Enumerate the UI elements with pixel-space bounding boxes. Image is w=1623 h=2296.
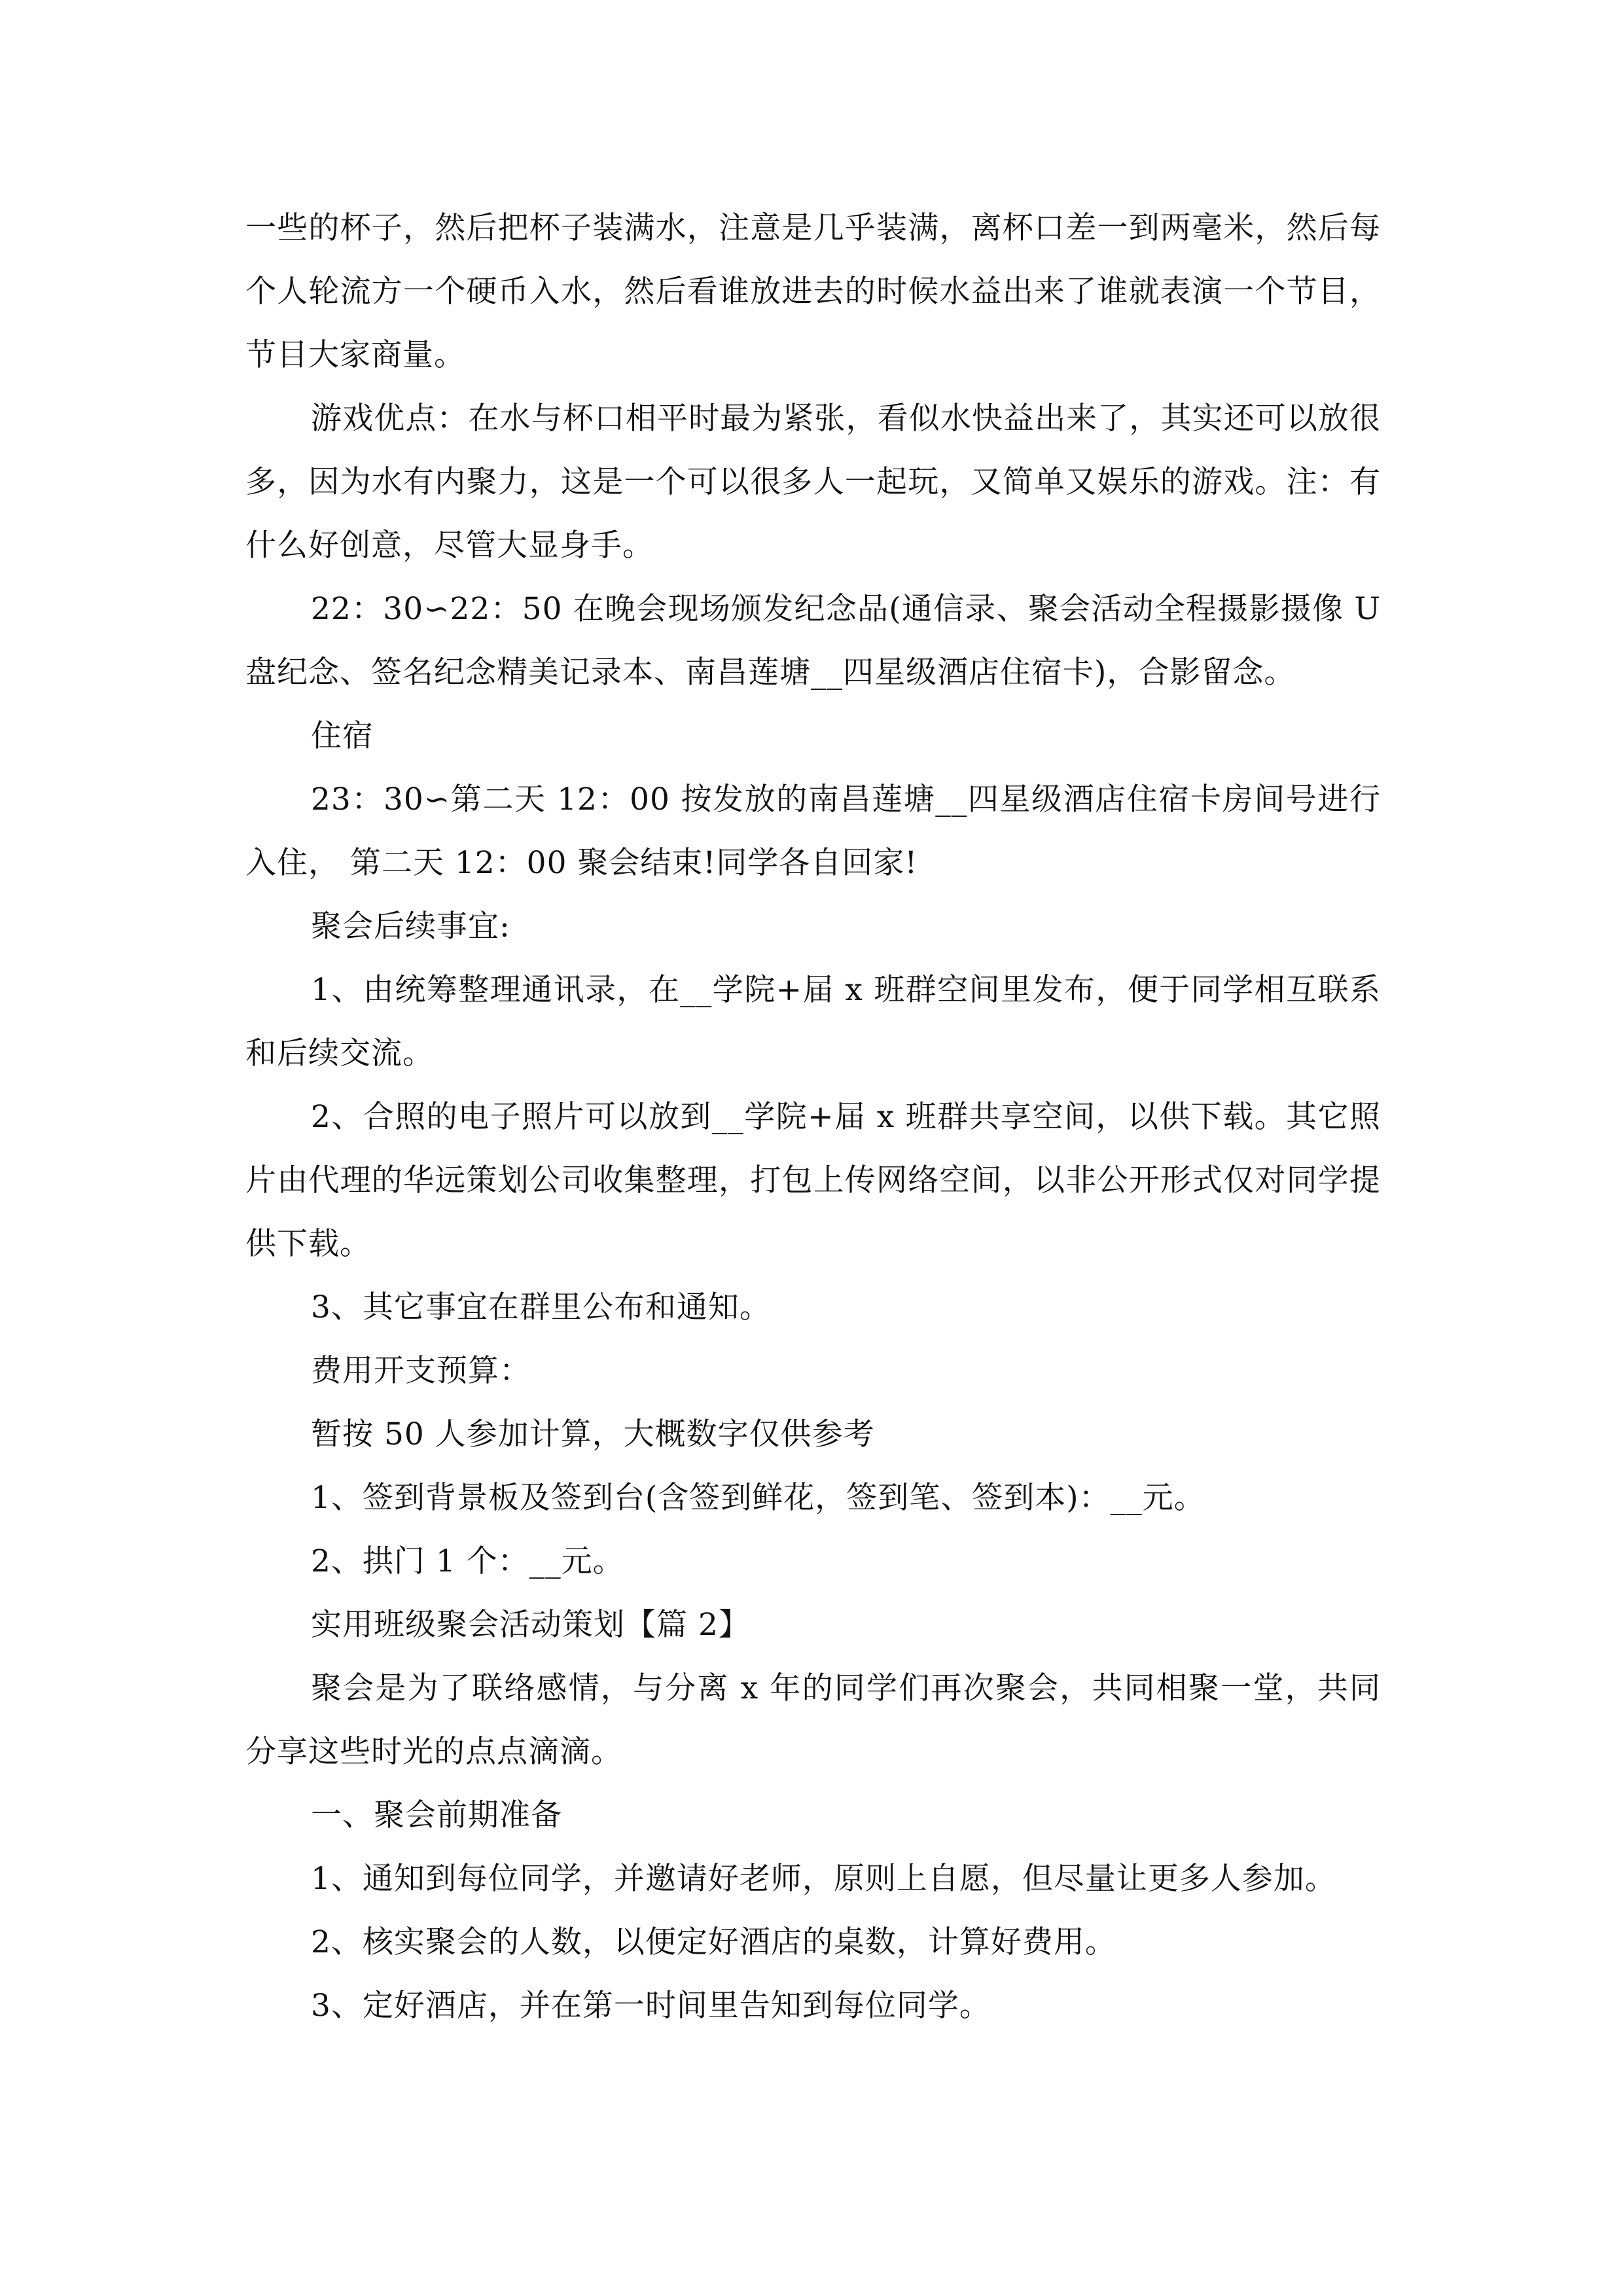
- list-item-follow-up-3: 3、其它事宜在群里公布和通知。: [311, 1289, 771, 1325]
- list-item-follow-up-1: 1、由统筹整理通讯录，在__学院+届 x 班群空间里发布，便于同学相互联系和后续交流。: [245, 972, 1381, 1071]
- list-item-follow-up-2: 2、合照的电子照片可以放到__学院+届 x 班群共享空间，以供下载。其它照片由代理的华远策划公司收集整理，打包上传网络空间，以非公开形式仅对同学提供下载。: [245, 1099, 1381, 1262]
- paragraph-accommodation-schedule: 23：30∽第二天 12：00 按发放的南昌莲塘__四星级酒店住宿卡房间号进行入住， 第二天 12：00 聚会结束!同学各自回家!: [245, 781, 1381, 881]
- document-body: [245, 196, 1381, 2037]
- paragraph-purpose: 聚会是为了联络感情，与分离 x 年的同学们再次聚会，共同相聚一堂，共同分享这些时光的点点滴滴。: [245, 1670, 1381, 1770]
- paragraph-continuation: 一些的杯子，然后把杯子装满水，注意是几乎装满，离杯口差一到两毫米，然后每个人轮流方一个硬币入水，然后看谁放进去的时候水益出来了谁就表演一个节目，节目大家商量。: [245, 210, 1381, 373]
- list-item-preparation-2: 2、核实聚会的人数，以便定好酒店的桌数，计算好费用。: [311, 1924, 1116, 1960]
- list-item-preparation-1: 1、通知到每位同学，并邀请好老师，原则上自愿，但尽量让更多人参加。: [311, 1861, 1336, 1897]
- paragraph-game-advantages: 游戏优点：在水与杯口相平时最为紧张，看似水快益出来了，其实还可以放很多，因为水有内聚力，这是一个可以很多人一起玩，又简单又娱乐的游戏。注：有什么好创意，尽管大显身手。: [245, 401, 1381, 564]
- heading-preparation: 一、聚会前期准备: [311, 1797, 562, 1833]
- list-item-budget-2: 2、拱门 1 个：__元。: [311, 1543, 624, 1579]
- heading-accommodation: 住宿: [311, 718, 374, 754]
- heading-budget: 费用开支预算：: [311, 1353, 531, 1389]
- list-item-preparation-3: 3、定好酒店，并在第一时间里告知到每位同学。: [311, 1988, 991, 2024]
- paragraph-budget-basis: 暂按 50 人参加计算，大概数字仅供参考: [311, 1416, 875, 1452]
- paragraph-souvenir-schedule: 22：30∽22：50 在晚会现场颁发纪念品(通信录、聚会活动全程摄影摄像 U 盘纪念、签名纪念精美记录本、南昌莲塘__四星级酒店住宿卡)，合影留念。: [245, 591, 1381, 691]
- heading-follow-up: 聚会后续事宜:: [311, 908, 510, 944]
- list-item-budget-1: 1、签到背景板及签到台(含签到鲜花，签到笔、签到本)：__元。: [311, 1480, 1205, 1516]
- section-title-part-2: 实用班级聚会活动策划【篇 2】: [311, 1607, 750, 1643]
